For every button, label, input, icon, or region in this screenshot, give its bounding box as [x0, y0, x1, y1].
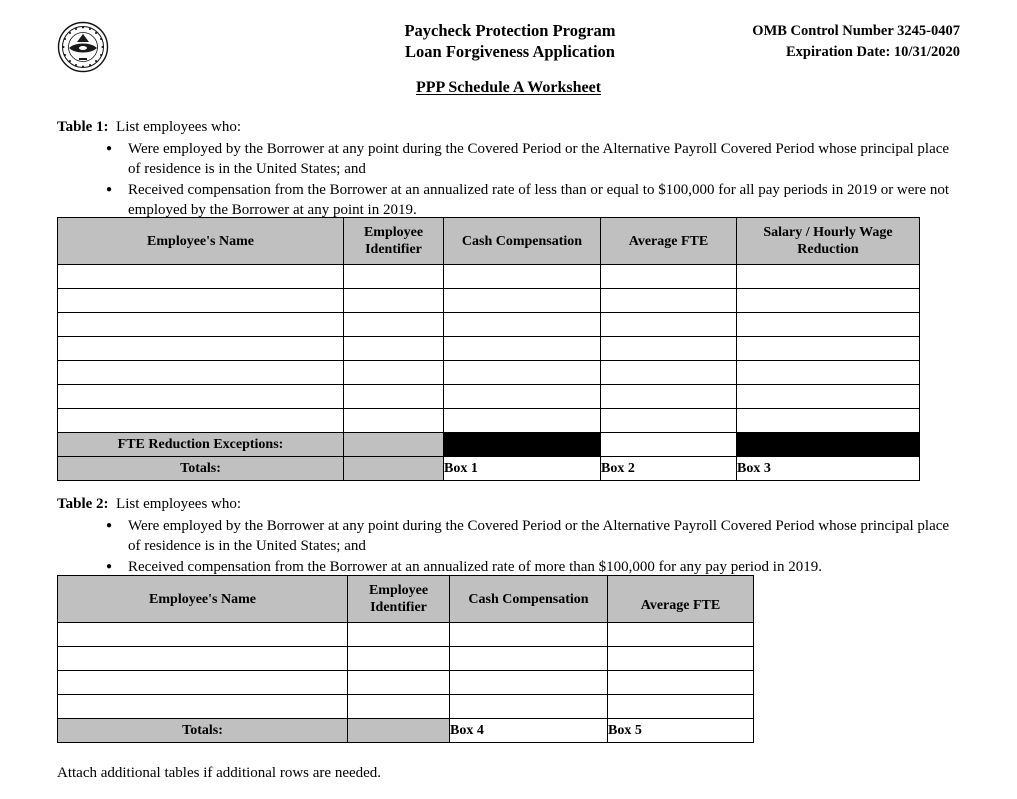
table-row[interactable]	[58, 647, 754, 671]
table2-col-employee-name: Employee's Name	[58, 576, 348, 623]
omb-info	[752, 21, 960, 63]
table1-bullet-1: ● Were employed by the Borrower at any point during the Covered Period or the Alternative Payroll Covered Period whose principal place of residence is in the United States; and	[106, 139, 962, 179]
table2-intro-text: List employees who:	[116, 496, 242, 512]
cell-employee-identifier[interactable]	[344, 313, 444, 337]
cell-employee-name[interactable]	[58, 409, 344, 433]
table1-col-average-fte: Average FTE	[601, 218, 737, 265]
table-row[interactable]	[58, 671, 754, 695]
cell-employee-identifier[interactable]	[348, 623, 450, 647]
program-title	[300, 20, 720, 62]
cell-cash-compensation[interactable]	[444, 409, 601, 433]
cell-employee-name[interactable]	[58, 623, 348, 647]
table1-intro-text: List employees who:	[116, 119, 242, 135]
table2-bullet-1: ● Were employed by the Borrower at any point during the Covered Period or the Alternative Payroll Covered Period whose principal place of residence is in the United States; and	[106, 516, 962, 556]
table2-intro-line	[57, 495, 962, 514]
table2-intro-block	[57, 495, 962, 578]
table2	[57, 575, 754, 743]
cell-average-fte[interactable]	[601, 361, 737, 385]
table1-col-employee-name: Employee's Name	[58, 218, 344, 265]
cell-employee-identifier[interactable]	[348, 671, 450, 695]
fte-reduction-exceptions-label: FTE Reduction Exceptions:	[58, 433, 344, 457]
cell-employee-identifier[interactable]	[348, 647, 450, 671]
footnote: Attach additional tables if additional rows are needed.	[57, 765, 382, 781]
omb-control-number: OMB Control Number 3245-0407	[752, 23, 960, 39]
cell-salary-reduction[interactable]	[737, 337, 920, 361]
page-title	[0, 79, 1017, 97]
table2-col-cash-compensation: Cash Compensation	[450, 576, 608, 623]
cell-salary-reduction[interactable]	[737, 265, 920, 289]
cell-salary-reduction[interactable]	[737, 289, 920, 313]
table1-bullet-2: ● Received compensation from the Borrower at an annualized rate of less than or equal to $100,000 for all pay periods in 2019 or were not employed by the Borrower at any point in 2019.	[106, 180, 962, 220]
table1-intro-block	[57, 118, 962, 221]
cell-employee-identifier[interactable]	[344, 265, 444, 289]
cell-average-fte[interactable]	[601, 409, 737, 433]
cell-salary-reduction[interactable]	[737, 361, 920, 385]
cell-cash-compensation[interactable]	[450, 623, 608, 647]
fte-reduction-exceptions-identifier-cell	[344, 433, 444, 457]
cell-cash-compensation[interactable]	[450, 647, 608, 671]
table-row[interactable]	[58, 337, 920, 361]
cell-employee-identifier[interactable]	[344, 361, 444, 385]
cell-employee-name[interactable]	[58, 695, 348, 719]
cell-employee-name[interactable]	[58, 337, 344, 361]
cell-employee-name[interactable]	[58, 647, 348, 671]
table2-totals-identifier-cell	[348, 719, 450, 743]
cell-employee-name[interactable]	[58, 289, 344, 313]
cell-employee-identifier[interactable]	[344, 409, 444, 433]
table2-col-employee-identifier: Employee Identifier	[348, 576, 450, 623]
cell-employee-name[interactable]	[58, 385, 344, 409]
cell-average-fte[interactable]	[601, 385, 737, 409]
table2-header-row	[58, 576, 754, 623]
table-row[interactable]	[58, 409, 920, 433]
page-title-text: PPP Schedule A Worksheet	[415, 79, 602, 96]
fte-reduction-exceptions-salary-blocked	[737, 433, 920, 457]
table-row[interactable]	[58, 313, 920, 337]
document-header	[0, 0, 1017, 72]
cell-employee-name[interactable]	[58, 361, 344, 385]
table1-totals-identifier-cell	[344, 457, 444, 481]
table1-totals-label: Totals:	[58, 457, 344, 481]
cell-average-fte[interactable]	[608, 671, 754, 695]
table-row[interactable]	[58, 289, 920, 313]
cell-average-fte[interactable]	[608, 623, 754, 647]
fte-reduction-exceptions-cash-blocked	[444, 433, 601, 457]
sba-seal-icon	[57, 21, 109, 73]
cell-cash-compensation[interactable]	[450, 671, 608, 695]
cell-salary-reduction[interactable]	[737, 313, 920, 337]
cell-cash-compensation[interactable]	[444, 337, 601, 361]
table-row[interactable]	[58, 695, 754, 719]
table1-total-box-3[interactable]: Box 3	[737, 457, 920, 481]
cell-salary-reduction[interactable]	[737, 385, 920, 409]
table1-total-box-1[interactable]: Box 1	[444, 457, 601, 481]
cell-salary-reduction[interactable]	[737, 409, 920, 433]
fte-reduction-exceptions-average-fte[interactable]	[601, 433, 737, 457]
cell-employee-identifier[interactable]	[344, 337, 444, 361]
table2-total-box-4[interactable]: Box 4	[450, 719, 608, 743]
cell-average-fte[interactable]	[608, 695, 754, 719]
program-title-line-1: Paycheck Protection Program	[404, 21, 616, 40]
table-row[interactable]	[58, 265, 920, 289]
table1-col-employee-identifier: Employee Identifier	[344, 218, 444, 265]
cell-cash-compensation[interactable]	[450, 695, 608, 719]
cell-cash-compensation[interactable]	[444, 289, 601, 313]
cell-employee-name[interactable]	[58, 265, 344, 289]
cell-employee-identifier[interactable]	[348, 695, 450, 719]
table2-totals-label: Totals:	[58, 719, 348, 743]
cell-average-fte[interactable]	[601, 289, 737, 313]
omb-expiration-date: Expiration Date: 10/31/2020	[786, 44, 960, 60]
table-row[interactable]	[58, 385, 920, 409]
table2-totals-row	[58, 719, 754, 743]
table-row[interactable]	[58, 361, 920, 385]
program-title-line-2: Loan Forgiveness Application	[405, 42, 615, 61]
cell-cash-compensation[interactable]	[444, 265, 601, 289]
table1-fte-reduction-exceptions-row	[58, 433, 920, 457]
table-row[interactable]	[58, 623, 754, 647]
table2-col-average-fte	[608, 576, 754, 623]
table1-intro-line	[57, 118, 962, 137]
cell-employee-name[interactable]	[58, 671, 348, 695]
table1-bullet-list	[57, 139, 962, 220]
table2-bullet-list	[57, 516, 962, 577]
cell-average-fte[interactable]	[601, 265, 737, 289]
cell-cash-compensation[interactable]	[444, 313, 601, 337]
cell-employee-identifier[interactable]	[344, 385, 444, 409]
cell-average-fte[interactable]	[608, 647, 754, 671]
table1	[57, 217, 920, 481]
table1-col-salary-hourly-wage-reduction: Salary / Hourly Wage Reduction	[737, 218, 920, 265]
cell-employee-name[interactable]	[58, 313, 344, 337]
cell-cash-compensation[interactable]	[444, 385, 601, 409]
cell-employee-identifier[interactable]	[344, 289, 444, 313]
table2-bullet-2: ● Received compensation from the Borrower at an annualized rate of more than $100,000 for any pay period in 2019.	[106, 557, 962, 577]
cell-average-fte[interactable]	[601, 337, 737, 361]
table1-header-row	[58, 218, 920, 265]
cell-cash-compensation[interactable]	[444, 361, 601, 385]
table1-total-box-2[interactable]: Box 2	[601, 457, 737, 481]
table2-label: Table 2:	[57, 496, 109, 512]
table1-col-cash-compensation: Cash Compensation	[444, 218, 601, 265]
table2-total-box-5[interactable]: Box 5	[608, 719, 754, 743]
cell-average-fte[interactable]	[601, 313, 737, 337]
table2-col-average-fte-text: Average FTE	[640, 597, 721, 613]
table1-label: Table 1:	[57, 119, 109, 135]
table1-totals-row	[58, 457, 920, 481]
